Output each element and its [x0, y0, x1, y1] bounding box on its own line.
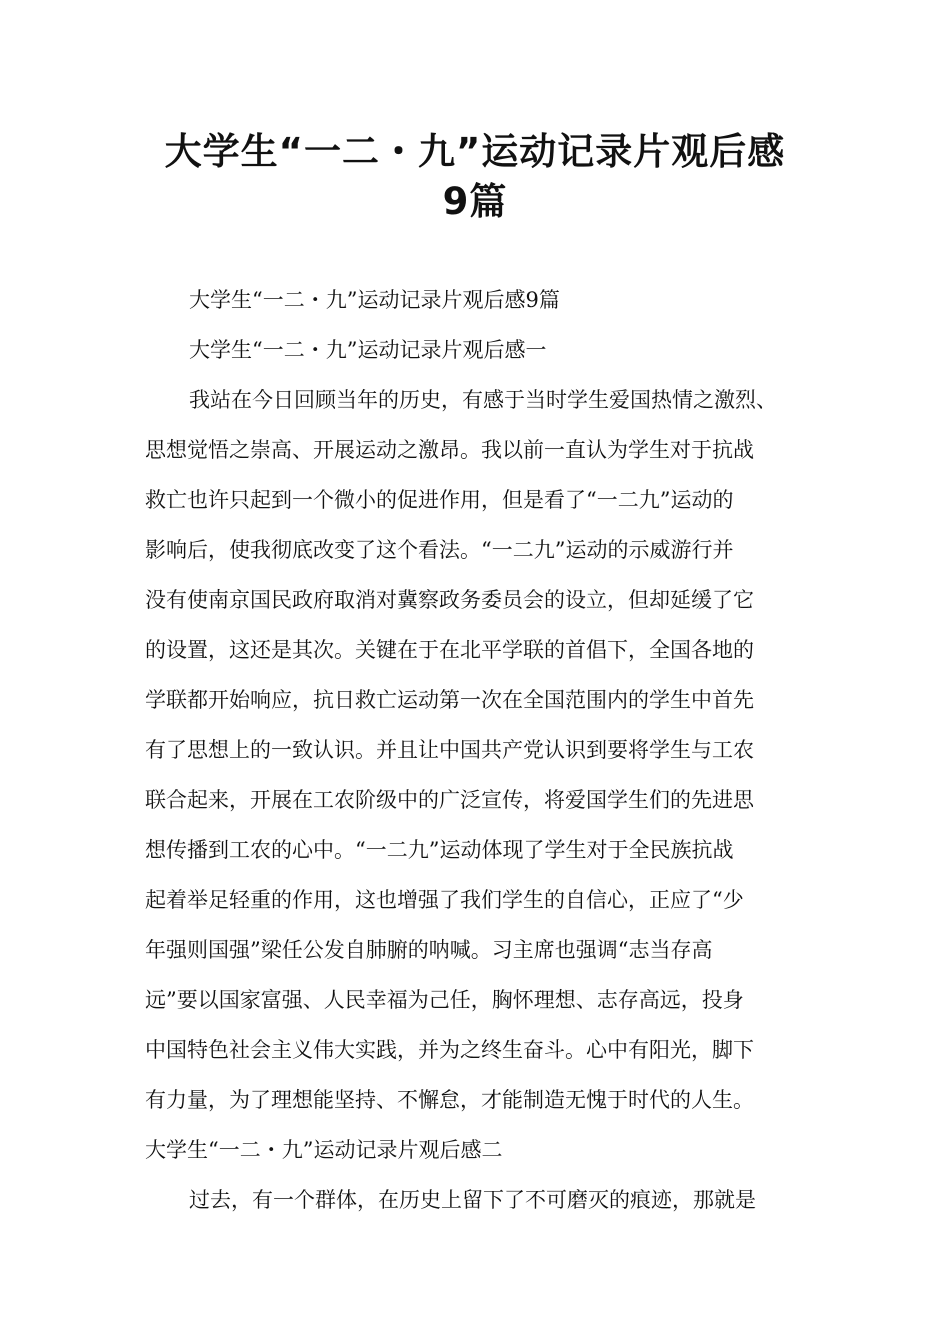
- document-title-line-1: 大学生“一二・九”运动记录片观后感: [164, 130, 786, 173]
- body-text-line: 有了思想上的一致认识。并且让中国共产党认识到要将学生与工农: [145, 738, 754, 762]
- body-text-line: 有力量，为了理想能坚持、不懈怠，才能制造无愧于时代的人生。: [145, 1088, 754, 1112]
- body-text-line: 中国特色社会主义伟大实践，并为之终生奋斗。心中有阳光，脚下: [145, 1038, 754, 1062]
- document-title-line-2: 9篇: [442, 180, 508, 223]
- body-text-line: 年强则国强”梁任公发自肺腑的呐喊。习主席也强调“志当存高: [145, 938, 713, 962]
- body-text-line: 学联都开始响应，抗日救亡运动第一次在全国范围内的学生中首先: [145, 688, 754, 712]
- body-text-line: 影响后，使我彻底改变了这个看法。“一二九”运动的示威游行并: [145, 538, 734, 562]
- section-heading-1: 大学生“一二・九”运动记录片观后感一: [189, 338, 547, 362]
- body-text-line: 的设置，这还是其次。关键在于在北平学联的首倡下，全国各地的: [145, 638, 754, 662]
- body-text-line: 思想觉悟之崇高、开展运动之激昂。我以前一直认为学生对于抗战: [145, 438, 754, 462]
- section-heading-2: 大学生“一二・九”运动记录片观后感二: [145, 1138, 503, 1162]
- body-text-line: 联合起来，开展在工农阶级中的广泛宣传，将爱国学生们的先进思: [145, 788, 754, 812]
- body-text-line: 救亡也许只起到一个微小的促进作用，但是看了“一二九”运动的: [145, 488, 734, 512]
- body-text-line: 起着举足轻重的作用，这也增强了我们学生的自信心，正应了“少: [145, 888, 744, 912]
- body-text-line: 没有使南京国民政府取消对冀察政务委员会的设立，但却延缓了它: [145, 588, 754, 612]
- body-text-line: 过去，有一个群体，在历史上留下了不可磨灭的痕迹，那就是: [189, 1188, 756, 1212]
- subtitle-line: 大学生“一二・九”运动记录片观后感9篇: [189, 288, 560, 312]
- body-text-line: 我站在今日回顾当年的历史，有感于当时学生爱国热情之激烈、: [189, 388, 777, 412]
- body-text-line: 远”要以国家富强、人民幸福为己任，胸怀理想、志存高远，投身: [145, 988, 744, 1012]
- body-text-line: 想传播到工农的心中。“一二九”运动体现了学生对于全民族抗战: [145, 838, 734, 862]
